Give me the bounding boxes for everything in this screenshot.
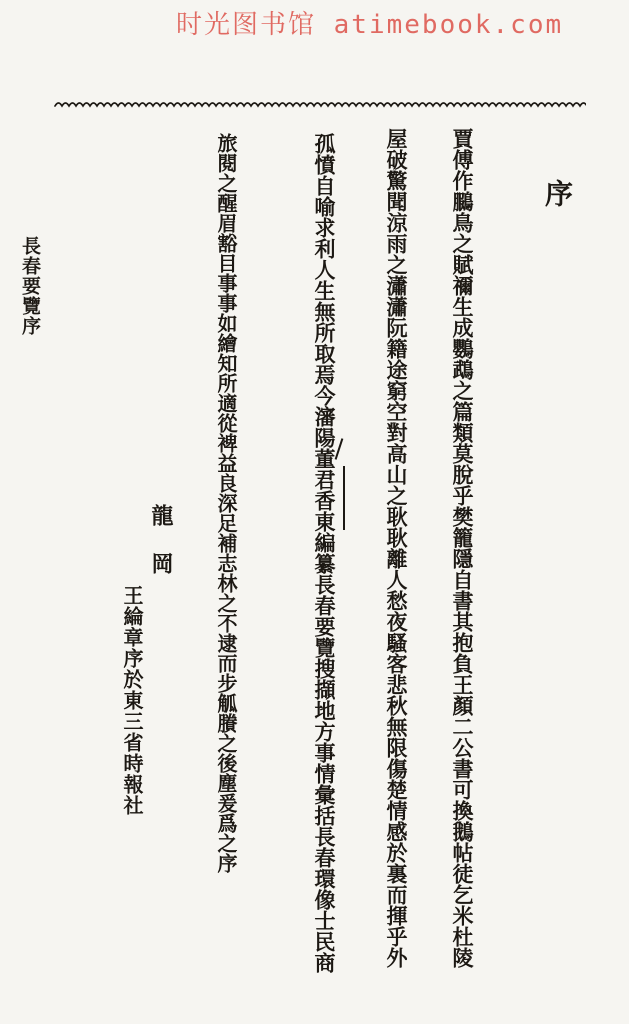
proper-noun-mark [343, 466, 345, 530]
spine-margin-label: 長春要覽序 [19, 236, 41, 336]
signature-place: 龍岡 [148, 504, 174, 600]
library-watermark: 时光图书馆 atimebook.com [176, 10, 564, 40]
wavy-divider-line [54, 97, 586, 111]
text-column-1: 賈傅作鵩鳥之賦禰生成鸚鵡之篇類莫脫乎樊籠隱自書其抱負王顏二公書可換鵝帖徒乞米杜陵 [450, 128, 475, 968]
text-column-4: 旅閱之醒眉豁目事事如繪知所適從裨益良深足補志林之不逮而步觚賸之後塵爰爲之序 [214, 133, 238, 873]
signature-author-line: 王綸章序於東三省時報社 [120, 585, 144, 816]
text-column-3: 孤憤自喻求利人生無所取焉今瀋陽董君香東編纂長春要覽搜擷地方事情彙括長春環像士民商 [312, 133, 337, 973]
page-title-preface: 序 [541, 179, 574, 207]
text-column-2: 屋破驚聞涼雨之瀟瀟阮籍途窮空對高山之耿耿離人愁夜騷客悲秋無限傷楚情感於裏而揮乎外 [384, 128, 409, 968]
